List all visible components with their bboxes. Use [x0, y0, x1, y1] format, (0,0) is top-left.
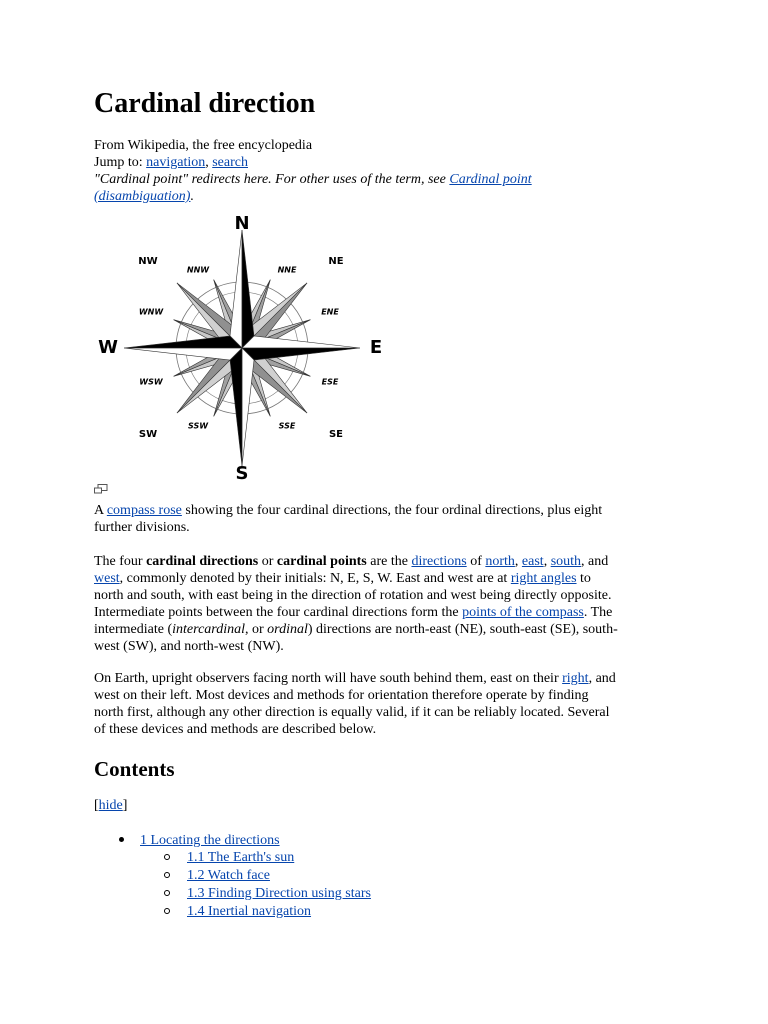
- enlarge-icon[interactable]: [94, 484, 108, 494]
- cardinal-point-0: [230, 230, 254, 348]
- cardinal-point-3: [124, 336, 242, 360]
- secondary-label: WSW: [139, 377, 163, 387]
- toc-sub-bullet: [164, 908, 170, 914]
- secondary-label: SSE: [278, 421, 296, 431]
- secondary-label: NNW: [186, 265, 210, 275]
- cardinal-point-2: [230, 348, 254, 466]
- ordinal-label: SW: [138, 429, 158, 440]
- toc-item-1-2[interactable]: 1.2 Watch face: [187, 868, 270, 883]
- toc-toggle: [hide]: [94, 798, 128, 813]
- secondary-label: WNW: [138, 307, 164, 317]
- toc-item-1-3[interactable]: 1.3 Finding Direction using stars: [187, 886, 371, 901]
- jump-navigation-link[interactable]: navigation: [146, 155, 206, 170]
- cardinal-point-1: [242, 336, 360, 360]
- toc-item-1[interactable]: 1 Locating the directions: [140, 833, 280, 848]
- cardinal-label: W: [98, 337, 118, 358]
- secondary-label: ESE: [321, 377, 339, 387]
- toc-item-1-4[interactable]: 1.4 Inertial navigation: [187, 904, 312, 919]
- toc-sub-bullet: [164, 854, 170, 860]
- cardinal-label: N: [234, 213, 250, 234]
- figure-caption: A compass rose showing the four cardinal directions, the four ordinal directions, plus eight: [94, 503, 603, 518]
- toc-item-1-1[interactable]: 1.1 The Earth's sun: [187, 850, 295, 865]
- north-link[interactable]: north: [485, 554, 515, 569]
- contents-heading: Contents: [94, 757, 175, 781]
- south-link[interactable]: south: [550, 554, 582, 569]
- toc-hide-link[interactable]: hide: [98, 798, 123, 813]
- points-of-compass-link[interactable]: points of the compass: [462, 605, 584, 620]
- ordinal-label: NE: [328, 256, 344, 267]
- toc-sub-bullet: [164, 890, 170, 896]
- hatnote: "Cardinal point" redirects here. For other uses of the term, see Cardinal point: [94, 172, 532, 187]
- cardinal-label: E: [369, 337, 383, 358]
- tagline: From Wikipedia, the free encyclopedia: [94, 138, 313, 153]
- compass-rose-image[interactable]: [94, 210, 394, 500]
- directions-link[interactable]: directions: [411, 554, 467, 569]
- toc-sub-bullet: [164, 872, 170, 878]
- hatnote-link[interactable]: Cardinal point: [449, 172, 532, 187]
- jump-links: Jump to: navigation, search: [94, 155, 248, 170]
- right-link[interactable]: right: [562, 671, 589, 686]
- cardinal-label: S: [235, 463, 249, 484]
- toc-bullet: [119, 837, 124, 842]
- hatnote-cont: (disambiguation).: [94, 189, 194, 204]
- figure-caption-cont: further divisions.: [94, 520, 190, 535]
- west-link[interactable]: west: [94, 571, 120, 586]
- east-link[interactable]: east: [521, 554, 544, 569]
- page-title: Cardinal direction: [94, 88, 316, 119]
- secondary-label: ENE: [321, 307, 339, 317]
- secondary-label: SSW: [187, 421, 209, 431]
- secondary-label: NNE: [277, 265, 297, 275]
- compass-rose-link[interactable]: compass rose: [106, 503, 182, 518]
- ordinal-label: SE: [328, 429, 344, 440]
- ordinal-label: NW: [138, 256, 158, 267]
- right-angles-link[interactable]: right angles: [510, 571, 577, 586]
- hatnote-link-cont[interactable]: (disambiguation): [94, 189, 191, 204]
- jump-search-link[interactable]: search: [212, 155, 248, 170]
